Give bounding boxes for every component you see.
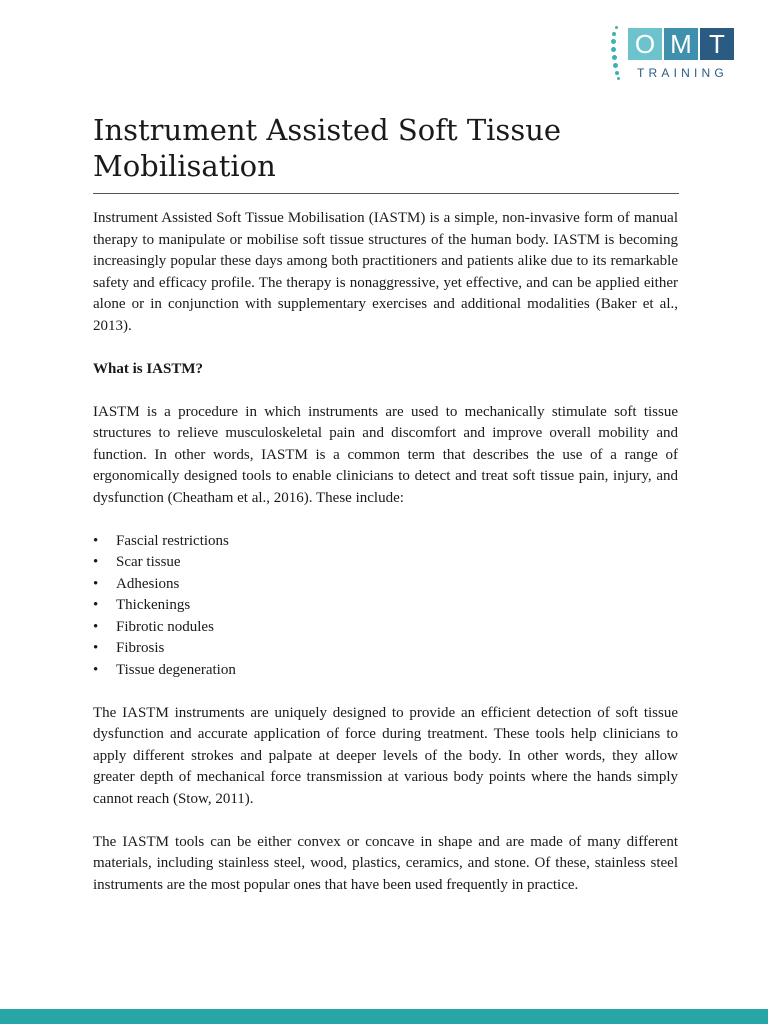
spacer <box>93 681 678 703</box>
document-body <box>93 208 678 896</box>
definition-paragraph: IASTM is a procedure in which instruments are used to mechanically stimulate soft tissue structures to relieve musculoskeletal pain and discomfort and improve overall mobility and function. In other words, IASTM is a common term that describes the use of a range of ergonomically designed tools to enable clinicians to detect and treat soft tissue pain, injury, and dysfunction (Cheatham et al., 2016). These include: <box>93 403 678 506</box>
list-item: • Tissue degeneration <box>93 660 678 682</box>
logo-subtitle: TRAINING <box>637 66 728 80</box>
materials-paragraph: The IASTM tools can be either convex or concave in shape and are made of many different materials, including stainless steel, wood, plastics, ceramics, and stone. Of these, stainless steel instruments are the most popular ones that have been used frequently in practice. <box>93 833 678 893</box>
title-line-2: Mobilisation <box>93 149 276 183</box>
bullet-icon: • <box>93 532 99 549</box>
spacer <box>93 509 678 531</box>
bullet-icon: • <box>93 661 99 678</box>
list-item: • Fibrosis <box>93 638 678 660</box>
document-title <box>93 112 683 184</box>
bullet-icon: • <box>93 618 99 635</box>
logo-letter-t: T <box>700 28 734 60</box>
omt-training-logo <box>611 26 745 82</box>
intro-paragraph: Instrument Assisted Soft Tissue Mobilisation (IASTM) is a simple, non-invasive form of manual therapy to manipulate or mobilise soft tissue structures of the human body. IASTM is becoming increasingly popular these days among both practitioners and patients alike due to its remarkable safety and efficacy profile. The therapy is nonaggressive, yet effective, and can be applied either alone or in conjunction with supplementary exercises and additional modalities (Baker et al., 2013). <box>93 210 678 334</box>
title-divider <box>93 193 679 194</box>
list-item: • Adhesions <box>93 574 678 596</box>
bullet-icon: • <box>93 554 99 570</box>
title-line-1: Instrument Assisted Soft Tissue <box>93 113 562 147</box>
list-item: • Fibrotic nodules <box>93 617 678 639</box>
instruments-paragraph: The IASTM instruments are uniquely designed to provide an efficient detection of soft tissue dysfunction and accurate application of force during treatment. These tools help clinicians to apply different strokes and palpate at deeper levels of the body. In other words, they allow greater depth of mechanical force transmission at various body points where the hands simply cannot reach (Stow, 2011). <box>93 704 678 807</box>
section-heading: What is IASTM? <box>93 360 204 377</box>
footer-band <box>0 1009 768 1024</box>
logo-letter-boxes <box>628 28 734 60</box>
spacer <box>93 380 678 402</box>
list-item: • Scar tissue <box>93 552 678 574</box>
logo-letter-m: M <box>664 28 698 60</box>
spacer <box>93 337 678 359</box>
list-item: • Thickenings <box>93 595 678 617</box>
list-item: • Fascial restrictions <box>93 531 678 553</box>
conditions-list <box>93 531 678 682</box>
spacer <box>93 810 678 832</box>
bullet-icon: • <box>93 640 99 656</box>
bullet-icon: • <box>93 597 99 613</box>
logo-letter-o: O <box>628 28 662 60</box>
bullet-icon: • <box>93 575 99 592</box>
logo-dots-mark <box>611 26 623 80</box>
